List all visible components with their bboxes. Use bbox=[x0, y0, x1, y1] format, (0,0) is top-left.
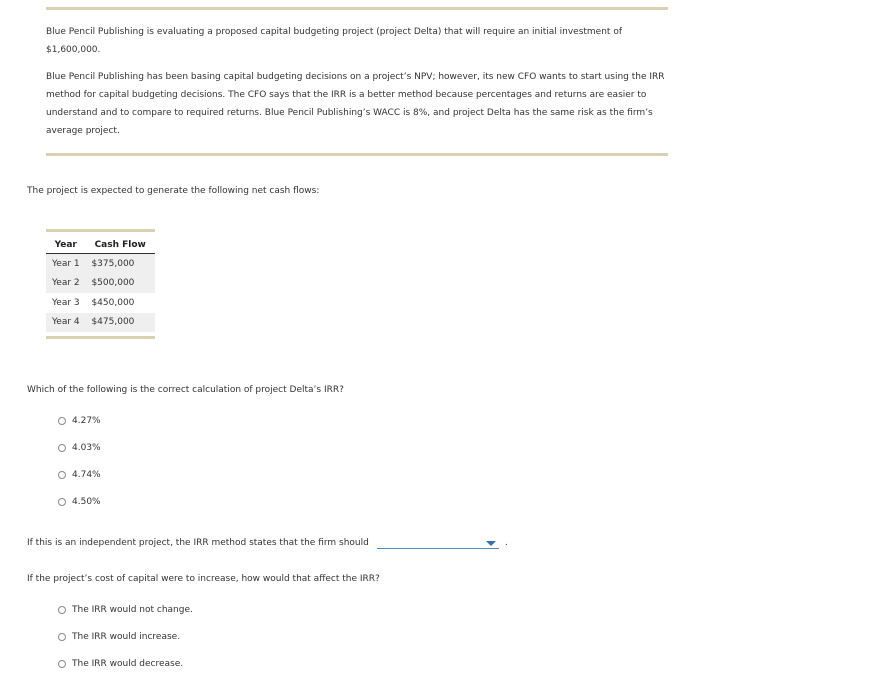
year-cell: Year 1 bbox=[46, 254, 85, 274]
table-row bbox=[46, 313, 155, 333]
intro-bottom-divider bbox=[46, 153, 668, 156]
option-label: 4.03% bbox=[72, 443, 101, 453]
table-row bbox=[46, 274, 155, 294]
irr-option-3[interactable] bbox=[58, 470, 101, 480]
cash-flow-cell: $450,000 bbox=[91, 297, 135, 308]
cash-flow-cell: $500,000 bbox=[85, 274, 155, 294]
irr-effect-option-2[interactable] bbox=[58, 632, 180, 642]
table-header-row bbox=[46, 236, 155, 254]
radio-button[interactable] bbox=[58, 660, 66, 668]
intro-paragraph-2: Blue Pencil Publishing has been basing capital budgeting decisions on a project’s NPV; however, its new CFO wants to start using the IRR method for capital budgeting decisions. The CFO says that the IRR is a better method because percentages and returns are easier to understand and to compare to required returns. Blue Pencil Publishing’s WACC is 8%, and project Delta has the same risk as the firm’s average project. bbox=[46, 72, 665, 136]
year-cell: Year 3 bbox=[52, 297, 80, 308]
cash-flow-cell: $475,000 bbox=[85, 313, 155, 333]
table-top-divider bbox=[46, 229, 155, 232]
radio-button[interactable] bbox=[58, 417, 66, 425]
option-label: 4.50% bbox=[72, 497, 101, 507]
column-header-year: Year bbox=[46, 236, 85, 254]
radio-button[interactable] bbox=[58, 444, 66, 452]
chevron-down-icon[interactable] bbox=[486, 541, 496, 546]
independent-project-prompt: If this is an independent project, the IRR method states that the firm should bbox=[27, 538, 369, 548]
irr-option-2[interactable] bbox=[58, 443, 101, 453]
year-cell: Year 2 bbox=[46, 274, 85, 294]
intro-paragraph-1: Blue Pencil Publishing is evaluating a proposed capital budgeting project (project Delta) that will require an initial investment of $1,600,000. bbox=[46, 27, 622, 55]
irr-option-1[interactable] bbox=[58, 416, 101, 426]
radio-button[interactable] bbox=[58, 633, 66, 641]
cash-flow-table bbox=[46, 236, 155, 332]
cost-of-capital-question-prompt: If the project’s cost of capital were to increase, how would that affect the IRR? bbox=[27, 574, 380, 584]
cash-flow-cell: $375,000 bbox=[85, 254, 155, 274]
table-row bbox=[46, 254, 155, 274]
irr-option-4[interactable] bbox=[58, 497, 101, 507]
column-header-cash-flow: Cash Flow bbox=[85, 236, 155, 254]
decision-dropdown[interactable] bbox=[377, 538, 499, 549]
table-bottom-divider bbox=[46, 336, 155, 339]
table-row bbox=[46, 293, 155, 313]
cashflow-intro-text: The project is expected to generate the following net cash flows: bbox=[27, 186, 320, 196]
radio-button[interactable] bbox=[58, 498, 66, 506]
option-label: 4.74% bbox=[72, 470, 101, 480]
radio-button[interactable] bbox=[58, 606, 66, 614]
option-label: The IRR would not change. bbox=[72, 605, 193, 615]
irr-effect-option-3[interactable] bbox=[58, 659, 183, 669]
irr-effect-option-1[interactable] bbox=[58, 605, 193, 615]
option-label: 4.27% bbox=[72, 416, 101, 426]
irr-question-prompt: Which of the following is the correct calculation of project Delta’s IRR? bbox=[27, 385, 344, 395]
top-divider bbox=[46, 7, 668, 10]
radio-button[interactable] bbox=[58, 471, 66, 479]
sentence-period: . bbox=[505, 538, 508, 548]
year-cell: Year 4 bbox=[46, 313, 85, 333]
option-label: The IRR would decrease. bbox=[72, 659, 184, 669]
option-label: The IRR would increase. bbox=[72, 632, 181, 642]
